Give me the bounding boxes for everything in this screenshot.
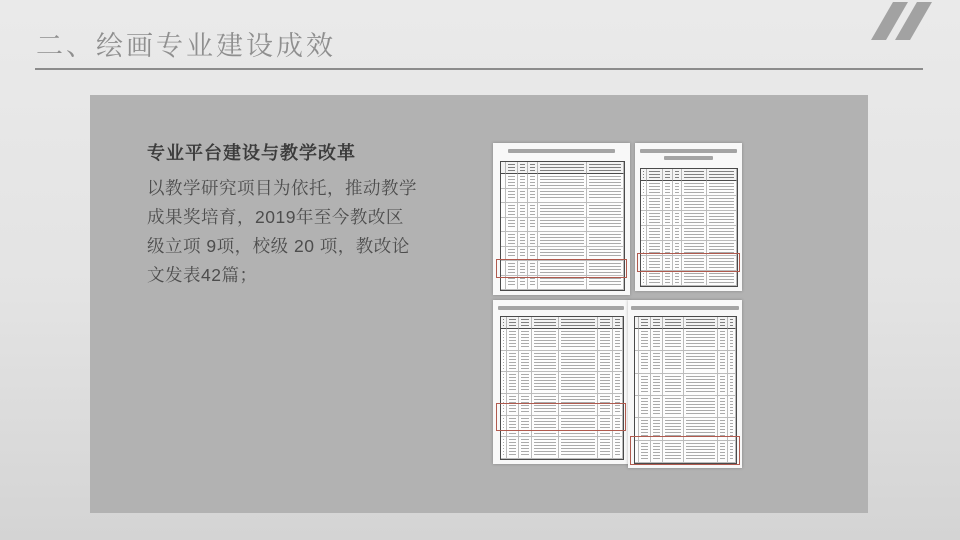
table-cell [587,218,624,233]
table-cell [532,372,559,394]
table-cell [598,372,613,394]
table-cell [728,374,736,396]
double-slash-icon [870,0,960,45]
table-cell [506,189,518,204]
table-cell [718,374,728,396]
table-cell [559,437,598,459]
highlight-box [496,403,627,431]
table-cell [663,317,683,329]
table-cell [559,317,598,329]
table-cell [663,271,673,286]
table-cell [519,372,532,394]
table-cell [663,374,683,396]
table-cell [538,218,587,233]
table-cell [528,203,538,218]
table-cell [528,232,538,247]
table-cell [519,351,532,373]
table-cell [663,329,683,351]
table-cell [587,174,624,189]
table-cell [587,189,624,204]
table-cell [532,351,559,373]
table-cell [507,372,519,394]
table-cell [519,317,532,329]
table-cell [728,351,736,373]
table-cell [538,174,587,189]
table-cell [673,271,683,286]
content-panel [90,95,868,513]
document-thumbnail-3 [493,300,629,464]
table-cell [684,396,719,418]
table-cell [587,203,624,218]
table-cell [682,196,707,211]
document-thumbnail-1 [493,143,630,295]
table-cell [528,174,538,189]
table-cell [651,396,663,418]
table-cell [518,189,528,204]
section-body-text: 以教学研究项目为依托，推动教学成果奖培育，2019年至今教改区级立项 9项，校级 20 项，教改论文发表42篇； [147,178,417,285]
table-cell [613,351,623,373]
table-cell [684,329,719,351]
table-cell [507,317,519,329]
table-cell [707,196,737,211]
highlight-box [637,253,740,272]
doc-title-text [640,149,736,153]
table-cell [728,329,736,351]
table-cell [684,317,719,329]
section-heading: 专业平台建设与教学改革 [147,143,356,163]
table-cell [507,437,519,459]
table-cell [528,162,538,174]
table-cell [682,271,707,286]
table-cell [673,196,683,211]
doc-title-text [498,306,623,310]
table-cell [707,226,737,241]
table-cell [518,203,528,218]
table-cell [718,317,728,329]
document-thumbnail-2 [635,143,742,291]
documents-grid [90,95,868,513]
table-cell [519,437,532,459]
table-cell [682,226,707,241]
table-cell [718,329,728,351]
doc-title-text [508,149,615,153]
table-cell [651,317,663,329]
table-cell [639,329,651,351]
table-cell [673,169,683,181]
table-cell [663,169,673,181]
table-cell [507,351,519,373]
table-cell [518,174,528,189]
table-cell [506,218,518,233]
table-cell [728,396,736,418]
table-cell [673,226,683,241]
table-cell [707,181,737,196]
table-cell [538,203,587,218]
table-cell [518,218,528,233]
table-cell [673,211,683,226]
table-cell [639,374,651,396]
table-cell [613,437,623,459]
table-cell [518,162,528,174]
table-cell [587,162,624,174]
table-cell [718,396,728,418]
table-cell [682,169,707,181]
table-cell [559,372,598,394]
table-cell [647,196,663,211]
table-cell [532,317,559,329]
table-cell [663,181,673,196]
table-cell [507,329,519,351]
table-cell [663,226,673,241]
table-cell [613,317,623,329]
table-cell [598,351,613,373]
table-cell [728,317,736,329]
slide-title: 二、绘画专业建设成效 [36,31,336,61]
table-cell [639,396,651,418]
table-cell [718,351,728,373]
table-cell [707,169,737,181]
table-cell [559,351,598,373]
table-cell [647,181,663,196]
table-cell [673,181,683,196]
table-cell [682,211,707,226]
table-cell [598,437,613,459]
table-cell [663,211,673,226]
table-cell [651,329,663,351]
table-cell [528,189,538,204]
table-cell [707,211,737,226]
doc-title-text [631,306,738,310]
title-underline [35,68,923,70]
table-cell [647,169,663,181]
doc-table [500,316,624,460]
table-cell [532,329,559,351]
table-cell [538,189,587,204]
table-cell [663,351,683,373]
table-cell [647,226,663,241]
table-cell [647,211,663,226]
table-cell [538,162,587,174]
table-cell [587,232,624,247]
table-cell [647,271,663,286]
table-cell [519,329,532,351]
table-cell [613,372,623,394]
table-cell [518,232,528,247]
table-cell [559,329,598,351]
table-cell [639,351,651,373]
table-cell [506,232,518,247]
table-cell [506,162,518,174]
table-cell [707,271,737,286]
highlight-box [630,436,739,465]
table-cell [682,181,707,196]
table-cell [528,218,538,233]
table-cell [598,329,613,351]
table-cell [532,437,559,459]
table-cell [684,351,719,373]
table-cell [684,374,719,396]
table-cell [663,396,683,418]
table-cell [639,317,651,329]
table-cell [651,351,663,373]
table-cell [506,174,518,189]
document-thumbnail-4 [628,300,742,468]
table-cell [651,374,663,396]
highlight-box [496,259,628,279]
table-cell [598,317,613,329]
table-cell [538,232,587,247]
table-cell [663,196,673,211]
doc-title-text [664,156,713,160]
table-cell [506,203,518,218]
table-cell [613,329,623,351]
